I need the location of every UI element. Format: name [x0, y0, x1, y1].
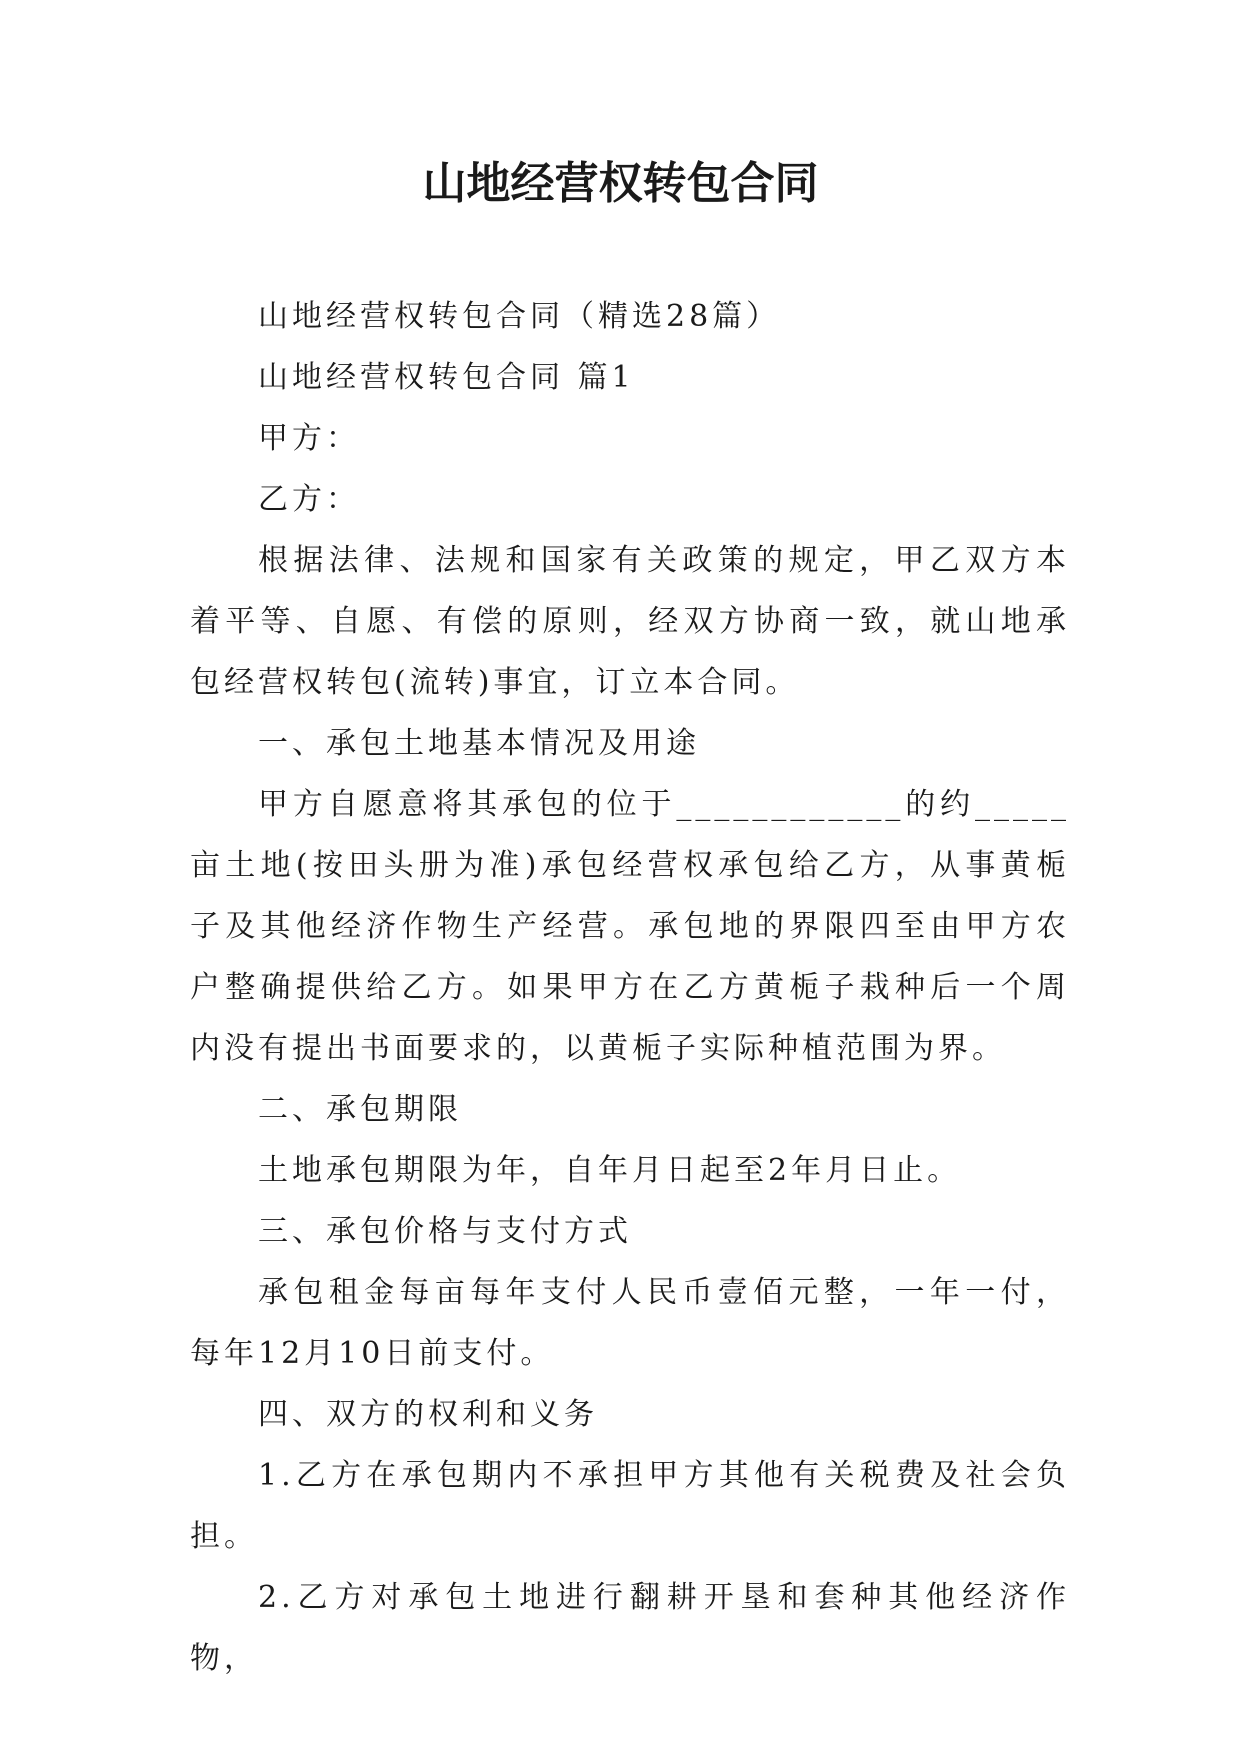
clause-4-item-1: 1.乙方在承包期内不承担甲方其他有关税费及社会负担。 — [190, 1458, 1070, 1554]
document-title: 山地经营权转包合同 — [422, 158, 819, 209]
clause-heading-2: 二、承包期限 — [258, 1092, 462, 1127]
clause-heading-1: 一、承包土地基本情况及用途 — [258, 726, 700, 761]
section-heading: 山地经营权转包合同 篇1 — [258, 360, 635, 395]
clause-heading-4: 四、双方的权利和义务 — [258, 1397, 598, 1432]
doc-subtitle: 山地经营权转包合同（精选28篇） — [258, 299, 781, 334]
clause-4-item-2: 2.乙方对承包土地进行翻耕开垦和套种其他经济作物， — [190, 1580, 1070, 1676]
preamble-paragraph: 根据法律、法规和国家有关政策的规定，甲乙双方本着平等、自愿、有偿的原则，经双方协商一致，就山地承包经营权转包(流转)事宜，订立本合同。 — [190, 543, 1070, 700]
clause-2-paragraph: 土地承包期限为年，自年月日起至2年月日止。 — [258, 1153, 962, 1188]
clause-heading-3: 三、承包价格与支付方式 — [258, 1214, 632, 1249]
document-body — [190, 286, 1070, 1689]
clause-1-paragraph: 甲方自愿意将其承包的位于____________的约_____亩土地(按田头册为准)承包经营权承包给乙方，从事黄栀子及其他经济作物生产经营。承包地的界限四至由甲方农户整确提供给乙方。如果甲方在乙方黄栀子栽种后一个周内没有提出书面要求的，以黄栀子实际种植范围为界。 — [190, 787, 1070, 1066]
clause-3-paragraph: 承包租金每亩每年支付人民币壹佰元整，一年一付，每年12月10日前支付。 — [190, 1275, 1070, 1371]
party-b-line: 乙方： — [258, 482, 360, 517]
party-a-line: 甲方： — [258, 421, 360, 456]
